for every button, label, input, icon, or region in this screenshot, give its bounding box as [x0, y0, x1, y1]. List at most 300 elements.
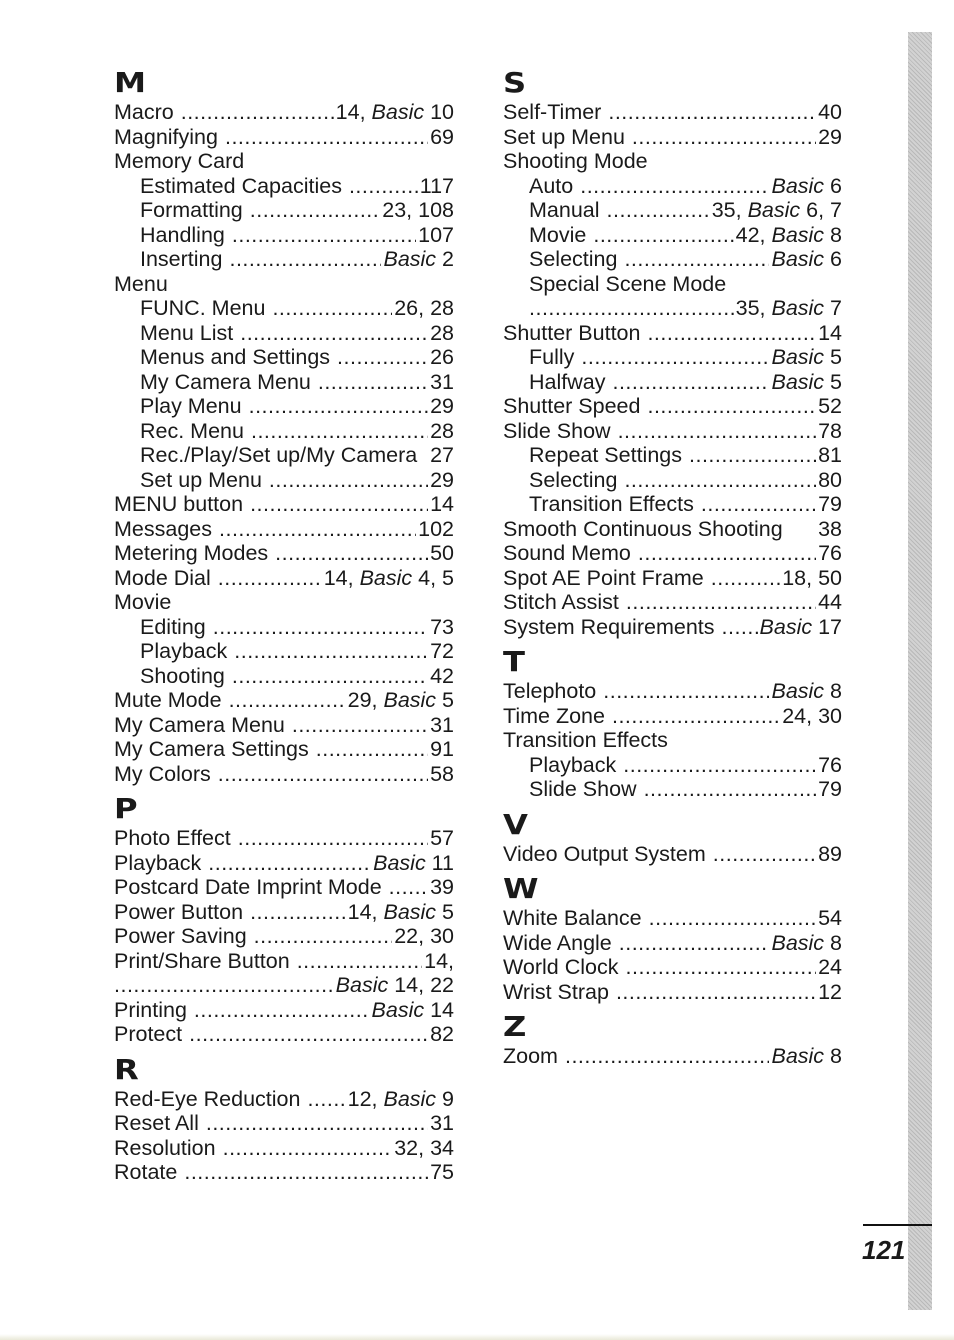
entry-term: Wrist Strap	[503, 979, 609, 1004]
dot-leader	[297, 949, 422, 974]
index-entry-editing	[114, 615, 454, 640]
page-ref: 42	[430, 663, 454, 688]
dot-leader	[647, 394, 816, 419]
entry-pages	[418, 517, 454, 542]
index-entry-repeat-settings	[503, 443, 842, 468]
entry-term: Menu List	[140, 320, 234, 345]
section-letter-r: R	[114, 1052, 139, 1086]
dot-leader	[238, 826, 428, 851]
entry-pages	[394, 924, 454, 949]
index-entry-print-share-button	[114, 949, 454, 974]
index-entry-continued	[114, 973, 454, 998]
entry-pages	[818, 955, 842, 980]
entry-pages	[430, 321, 454, 346]
page-ref: 32, 34	[394, 1135, 454, 1160]
basic-guide-ref: Basic	[371, 100, 425, 124]
dot-leader	[644, 777, 817, 802]
index-entry-slide-show	[503, 419, 842, 444]
basic-guide-ref: Basic	[371, 997, 425, 1022]
page-ref: 22, 30	[394, 924, 454, 948]
dot-leader	[219, 517, 416, 542]
entry-pages	[348, 1087, 454, 1112]
basic-page-number: 11	[425, 850, 454, 875]
basic-guide-ref: Basic	[771, 679, 825, 703]
section-letter-s: S	[503, 66, 527, 99]
dot-leader	[232, 664, 428, 689]
entry-pages	[430, 737, 454, 762]
index-entry-formatting	[114, 198, 454, 223]
dot-leader	[349, 174, 418, 199]
dot-leader	[619, 931, 770, 956]
index-entry-wide-angle	[503, 931, 842, 956]
entry-pages	[348, 688, 454, 713]
index-entry-red-eye-reduction	[114, 1087, 454, 1112]
entry-term: Mode Dial	[114, 565, 211, 590]
entry-pages	[818, 777, 842, 802]
entry-term: Magnifying	[114, 124, 218, 149]
entry-pages	[818, 492, 842, 517]
entry-term: Movie	[114, 590, 172, 614]
dot-leader	[647, 321, 816, 346]
basic-page-number: 14	[424, 997, 454, 1022]
basic-guide-ref: Basic	[383, 899, 437, 924]
entry-pages	[430, 664, 454, 689]
entry-term: Sound Memo	[503, 541, 631, 565]
dot-leader	[249, 394, 428, 419]
entry-term: Special Scene Mode	[529, 271, 727, 296]
entry-pages	[818, 753, 842, 778]
entry-term: Manual	[529, 198, 600, 222]
index-entry-messages	[114, 517, 454, 542]
entry-pages	[818, 419, 842, 444]
index-entry-transition-effects	[503, 492, 842, 517]
entry-pages	[818, 906, 842, 931]
dot-leader	[184, 1160, 428, 1185]
basic-page-number: 9	[436, 1086, 454, 1111]
page-ref: 23, 108	[382, 198, 454, 222]
page-ref: 76	[818, 752, 842, 777]
entry-pages	[430, 762, 454, 787]
index-entry-power-saving	[114, 924, 454, 949]
page-ref: 14,	[424, 948, 454, 973]
dot-leader	[581, 345, 769, 370]
dot-leader	[711, 566, 780, 591]
index-entry-halfway	[503, 370, 842, 395]
page-ref: 12	[818, 979, 842, 1004]
basic-page-number: 6	[824, 173, 842, 198]
entry-term: Postcard Date Imprint Mode	[114, 875, 382, 899]
dot-leader	[206, 1111, 428, 1136]
entry-pages	[818, 125, 842, 150]
page-ref: 12,	[347, 1086, 384, 1111]
entry-pages	[771, 931, 842, 956]
entry-term: Video Output System	[503, 841, 706, 866]
dot-leader	[603, 679, 769, 704]
entry-pages	[736, 223, 842, 248]
entry-term: Memory Card	[114, 149, 245, 173]
page-edge-tab	[908, 32, 932, 1310]
dot-leader	[612, 370, 769, 395]
page-ref: 29	[430, 467, 454, 492]
index-entry-inserting	[114, 247, 454, 272]
basic-guide-ref: Basic	[383, 688, 437, 712]
index-entry-my-camera-menu	[114, 713, 454, 738]
entry-term: Playback	[140, 639, 228, 663]
entry-pages	[430, 370, 454, 395]
index-entry-fully	[503, 345, 842, 370]
basic-guide-ref: Basic	[771, 369, 825, 394]
index-entry-auto	[503, 174, 842, 199]
entry-term: Set up Menu	[503, 124, 625, 149]
dot-leader	[292, 713, 428, 738]
page-ref: 14,	[335, 100, 372, 124]
page-number: 121	[862, 1235, 906, 1265]
entry-term: Telephoto	[503, 679, 597, 703]
entry-pages	[430, 639, 454, 664]
entry-pages	[430, 713, 454, 738]
dot-leader	[593, 223, 733, 248]
page-ref: 14	[430, 492, 454, 516]
entry-term: Halfway	[529, 369, 606, 394]
index-entry-handling	[114, 223, 454, 248]
entry-term: Stitch Assist	[503, 590, 619, 614]
entry-term: Slide Show	[529, 777, 637, 801]
entry-term: Handling	[140, 222, 225, 247]
entry-pages	[430, 443, 454, 468]
scan-edge	[0, 1334, 954, 1340]
index-entry-self-timer	[503, 100, 842, 125]
index-entry-rotate	[114, 1160, 454, 1185]
dot-leader	[626, 955, 817, 980]
section-letter-p: P	[114, 792, 138, 825]
entry-pages	[430, 394, 454, 419]
dot-leader	[208, 851, 371, 876]
index-entry-special-scene-mode	[503, 272, 842, 297]
page-ref: 29,	[347, 688, 384, 712]
basic-guide-ref: Basic	[759, 614, 813, 639]
dot-leader	[189, 1022, 428, 1047]
basic-guide-ref: Basic	[771, 1044, 825, 1068]
index-entry-menu-list	[114, 321, 454, 346]
index-entry-menu-button	[114, 492, 454, 517]
basic-page-number: 14, 22	[388, 973, 454, 997]
basic-page-number: 8	[824, 1044, 842, 1068]
dot-leader	[240, 321, 428, 346]
index-entry-my-colors	[114, 762, 454, 787]
entry-term: Repeat Settings	[529, 443, 682, 467]
entry-term: Messages	[114, 516, 212, 541]
basic-page-number: 17	[812, 614, 842, 639]
dot-leader	[529, 296, 734, 321]
basic-guide-ref: Basic	[771, 222, 825, 247]
entry-pages	[373, 851, 454, 876]
section-letter-z: Z	[503, 1010, 527, 1043]
entry-pages	[771, 1044, 842, 1069]
index-entry-selecting	[503, 247, 842, 272]
entry-pages	[818, 468, 842, 493]
dot-leader	[565, 1044, 770, 1069]
basic-guide-ref: Basic	[771, 173, 825, 198]
basic-guide-ref: Basic	[373, 850, 426, 875]
page-ref: 38	[818, 516, 842, 541]
index-entry-menus-and-settings	[114, 345, 454, 370]
section-letter-w: W	[503, 872, 539, 905]
dot-leader	[232, 223, 416, 248]
dot-leader	[225, 125, 428, 150]
dot-leader	[218, 762, 428, 787]
index-entry-video-output-system	[503, 842, 842, 867]
index-entry-menu	[114, 272, 454, 297]
index-entry-white-balance	[503, 906, 842, 931]
entry-pages	[771, 345, 842, 370]
page-ref: 31	[430, 1111, 454, 1135]
index-entry-playback	[503, 753, 842, 778]
basic-page-number: 7	[824, 296, 842, 320]
basic-guide-ref: Basic	[747, 198, 801, 222]
index-column-right	[503, 66, 842, 1069]
entry-term: Transition Effects	[529, 492, 694, 516]
entry-pages	[430, 468, 454, 493]
index-entry-macro	[114, 100, 454, 125]
page-ref: 76	[818, 541, 842, 565]
entry-pages	[430, 492, 454, 517]
index-entry-power-button	[114, 900, 454, 925]
page-ref: 73	[430, 614, 454, 639]
index-entry-telephoto	[503, 679, 842, 704]
dot-leader	[616, 980, 816, 1005]
index-entry-mode-dial	[114, 566, 454, 591]
entry-pages	[336, 100, 454, 125]
entry-pages	[430, 1111, 454, 1136]
entry-term: Metering Modes	[114, 541, 269, 565]
page-ref: 79	[818, 777, 842, 801]
entry-term: Reset All	[114, 1111, 199, 1135]
page-number-rule	[863, 1224, 932, 1226]
index-entry-reset-all	[114, 1111, 454, 1136]
entry-pages	[424, 949, 454, 974]
index-entry-resolution	[114, 1136, 454, 1161]
entry-pages	[818, 100, 842, 125]
index-entry-photo-effect	[114, 826, 454, 851]
entry-pages	[394, 1136, 454, 1161]
basic-page-number: 5	[824, 369, 842, 394]
index-entry-postcard-date-imprint-mode	[114, 875, 454, 900]
entry-term: Macro	[114, 100, 174, 124]
page-ref: 40	[818, 100, 842, 124]
basic-page-number: 8	[824, 930, 842, 955]
entry-term: Self-Timer	[503, 100, 602, 124]
basic-page-number: 5	[436, 899, 454, 924]
dot-leader	[194, 998, 370, 1023]
entry-term: Playback	[114, 850, 202, 875]
page-ref: 14	[818, 320, 842, 345]
index-entry-playback	[114, 639, 454, 664]
dot-leader	[638, 541, 816, 566]
dot-leader	[612, 704, 780, 729]
entry-term: Smooth Continuous Shooting	[503, 516, 783, 541]
page-ref: 29	[818, 124, 842, 149]
entry-pages	[771, 247, 842, 272]
index-entry-set-up-menu	[114, 468, 454, 493]
basic-page-number: 10	[424, 100, 454, 124]
dot-leader	[272, 296, 392, 321]
page-ref: 57	[430, 826, 454, 850]
entry-term: Inserting	[140, 247, 223, 271]
dot-leader	[114, 973, 334, 998]
dot-leader	[608, 100, 816, 125]
page-ref: 107	[418, 222, 454, 247]
entry-term: My Colors	[114, 761, 211, 786]
index-entry-shutter-button	[503, 321, 842, 346]
entry-pages	[818, 842, 842, 867]
page-ref: 28	[430, 418, 454, 443]
entry-term: Shutter Button	[503, 320, 641, 345]
index-entry-my-camera-menu	[114, 370, 454, 395]
entry-pages	[324, 566, 454, 591]
entry-term: Movie	[529, 222, 587, 247]
entry-pages	[336, 973, 454, 998]
entry-term: Mute Mode	[114, 688, 222, 712]
basic-guide-ref: Basic	[383, 1086, 437, 1111]
index-entry-my-camera-settings	[114, 737, 454, 762]
entry-pages	[430, 1022, 454, 1047]
entry-term: Play Menu	[140, 394, 242, 418]
dot-leader	[250, 492, 428, 517]
dot-leader	[618, 419, 817, 444]
entry-pages	[818, 443, 842, 468]
dot-leader	[229, 247, 381, 272]
dot-leader	[337, 345, 428, 370]
entry-term: My Camera Menu	[140, 369, 311, 394]
index-entry-memory-card	[114, 149, 454, 174]
page-ref: 18, 50	[782, 565, 842, 590]
dot-leader	[223, 1136, 393, 1161]
index-entry-rec-menu	[114, 419, 454, 444]
dot-leader	[626, 590, 816, 615]
entry-term: Menus and Settings	[140, 345, 331, 369]
basic-page-number: 5	[436, 688, 454, 712]
basic-page-number: 8	[824, 222, 842, 247]
dot-leader	[251, 419, 428, 444]
index-entry-play-menu	[114, 394, 454, 419]
dot-leader	[254, 924, 393, 949]
page-ref: 35,	[711, 198, 748, 222]
dot-leader	[318, 370, 428, 395]
entry-term: Photo Effect	[114, 826, 231, 850]
entry-term: Selecting	[529, 467, 618, 492]
dot-leader	[218, 566, 322, 591]
index-entry-shooting-mode	[503, 149, 842, 174]
entry-pages	[818, 321, 842, 346]
index-entry-metering-modes	[114, 541, 454, 566]
entry-term: Power Button	[114, 899, 244, 924]
entry-pages	[430, 345, 454, 370]
entry-term: Wide Angle	[503, 930, 612, 955]
dot-leader	[580, 174, 769, 199]
dot-leader	[632, 125, 816, 150]
entry-pages	[736, 296, 842, 321]
index-entry-time-zone	[503, 704, 842, 729]
index-entry-selecting	[503, 468, 842, 493]
dot-leader	[181, 100, 334, 125]
entry-pages	[818, 980, 842, 1005]
entry-pages	[760, 615, 842, 640]
index-entry-estimated-capacities	[114, 174, 454, 199]
entry-pages	[782, 566, 842, 591]
entry-pages	[372, 998, 454, 1023]
page-ref: 52	[818, 394, 842, 418]
basic-guide-ref: Basic	[335, 973, 389, 997]
section-letter-t: T	[503, 645, 525, 678]
entry-term: Estimated Capacities	[140, 173, 342, 198]
index-entry-stitch-assist	[503, 590, 842, 615]
entry-pages	[818, 590, 842, 615]
dot-leader	[722, 615, 758, 640]
entry-pages	[430, 615, 454, 640]
entry-term: Rotate	[114, 1160, 178, 1184]
index-entry-manual	[503, 198, 842, 223]
entry-term: Zoom	[503, 1044, 558, 1068]
section-letter-v: V	[503, 807, 528, 841]
entry-term: Print/Share Button	[114, 948, 290, 973]
page-ref: 81	[818, 443, 842, 467]
entry-pages	[430, 875, 454, 900]
entry-pages	[771, 174, 842, 199]
page-ref: 58	[430, 761, 454, 786]
entry-term: Auto	[529, 173, 574, 198]
entry-pages	[430, 826, 454, 851]
entry-term: Fully	[529, 345, 575, 369]
entry-term: Shutter Speed	[503, 394, 641, 418]
dot-leader	[316, 737, 428, 762]
basic-page-number: 5	[824, 345, 842, 369]
index-entry-slide-show	[503, 777, 842, 802]
dot-leader	[624, 247, 769, 272]
index-entry-rec-play-set-up-my-camera	[114, 443, 454, 468]
entry-term: Protect	[114, 1022, 183, 1046]
dot-leader	[275, 541, 428, 566]
entry-pages	[348, 900, 454, 925]
index-entry-world-clock	[503, 955, 842, 980]
index-entry-magnifying	[114, 125, 454, 150]
entry-pages	[430, 125, 454, 150]
index-entry-set-up-menu	[503, 125, 842, 150]
dot-leader	[307, 1087, 345, 1112]
page-ref: 69	[430, 124, 454, 149]
page-ref: 82	[430, 1022, 454, 1046]
basic-guide-ref: Basic	[771, 930, 825, 955]
page-ref: 14,	[347, 899, 384, 924]
dot-leader	[269, 468, 428, 493]
page-ref: 26, 28	[394, 296, 454, 320]
index-entry-mute-mode	[114, 688, 454, 713]
page-ref: 31	[430, 712, 454, 737]
basic-page-number: 4, 5	[412, 565, 454, 590]
index-entry-protect	[114, 1022, 454, 1047]
page-ref: 75	[430, 1160, 454, 1184]
index-entry-printing	[114, 998, 454, 1023]
dot-leader	[689, 443, 816, 468]
entry-pages	[430, 419, 454, 444]
index-entry-wrist-strap	[503, 980, 842, 1005]
page-ref: 117	[419, 173, 454, 198]
page-ref: 42,	[735, 222, 772, 247]
basic-guide-ref: Basic	[771, 345, 825, 369]
dot-leader	[250, 198, 381, 223]
entry-term: Set up Menu	[140, 467, 262, 492]
index-entry-spot-ae-point-frame	[503, 566, 842, 591]
dot-leader	[229, 688, 346, 713]
